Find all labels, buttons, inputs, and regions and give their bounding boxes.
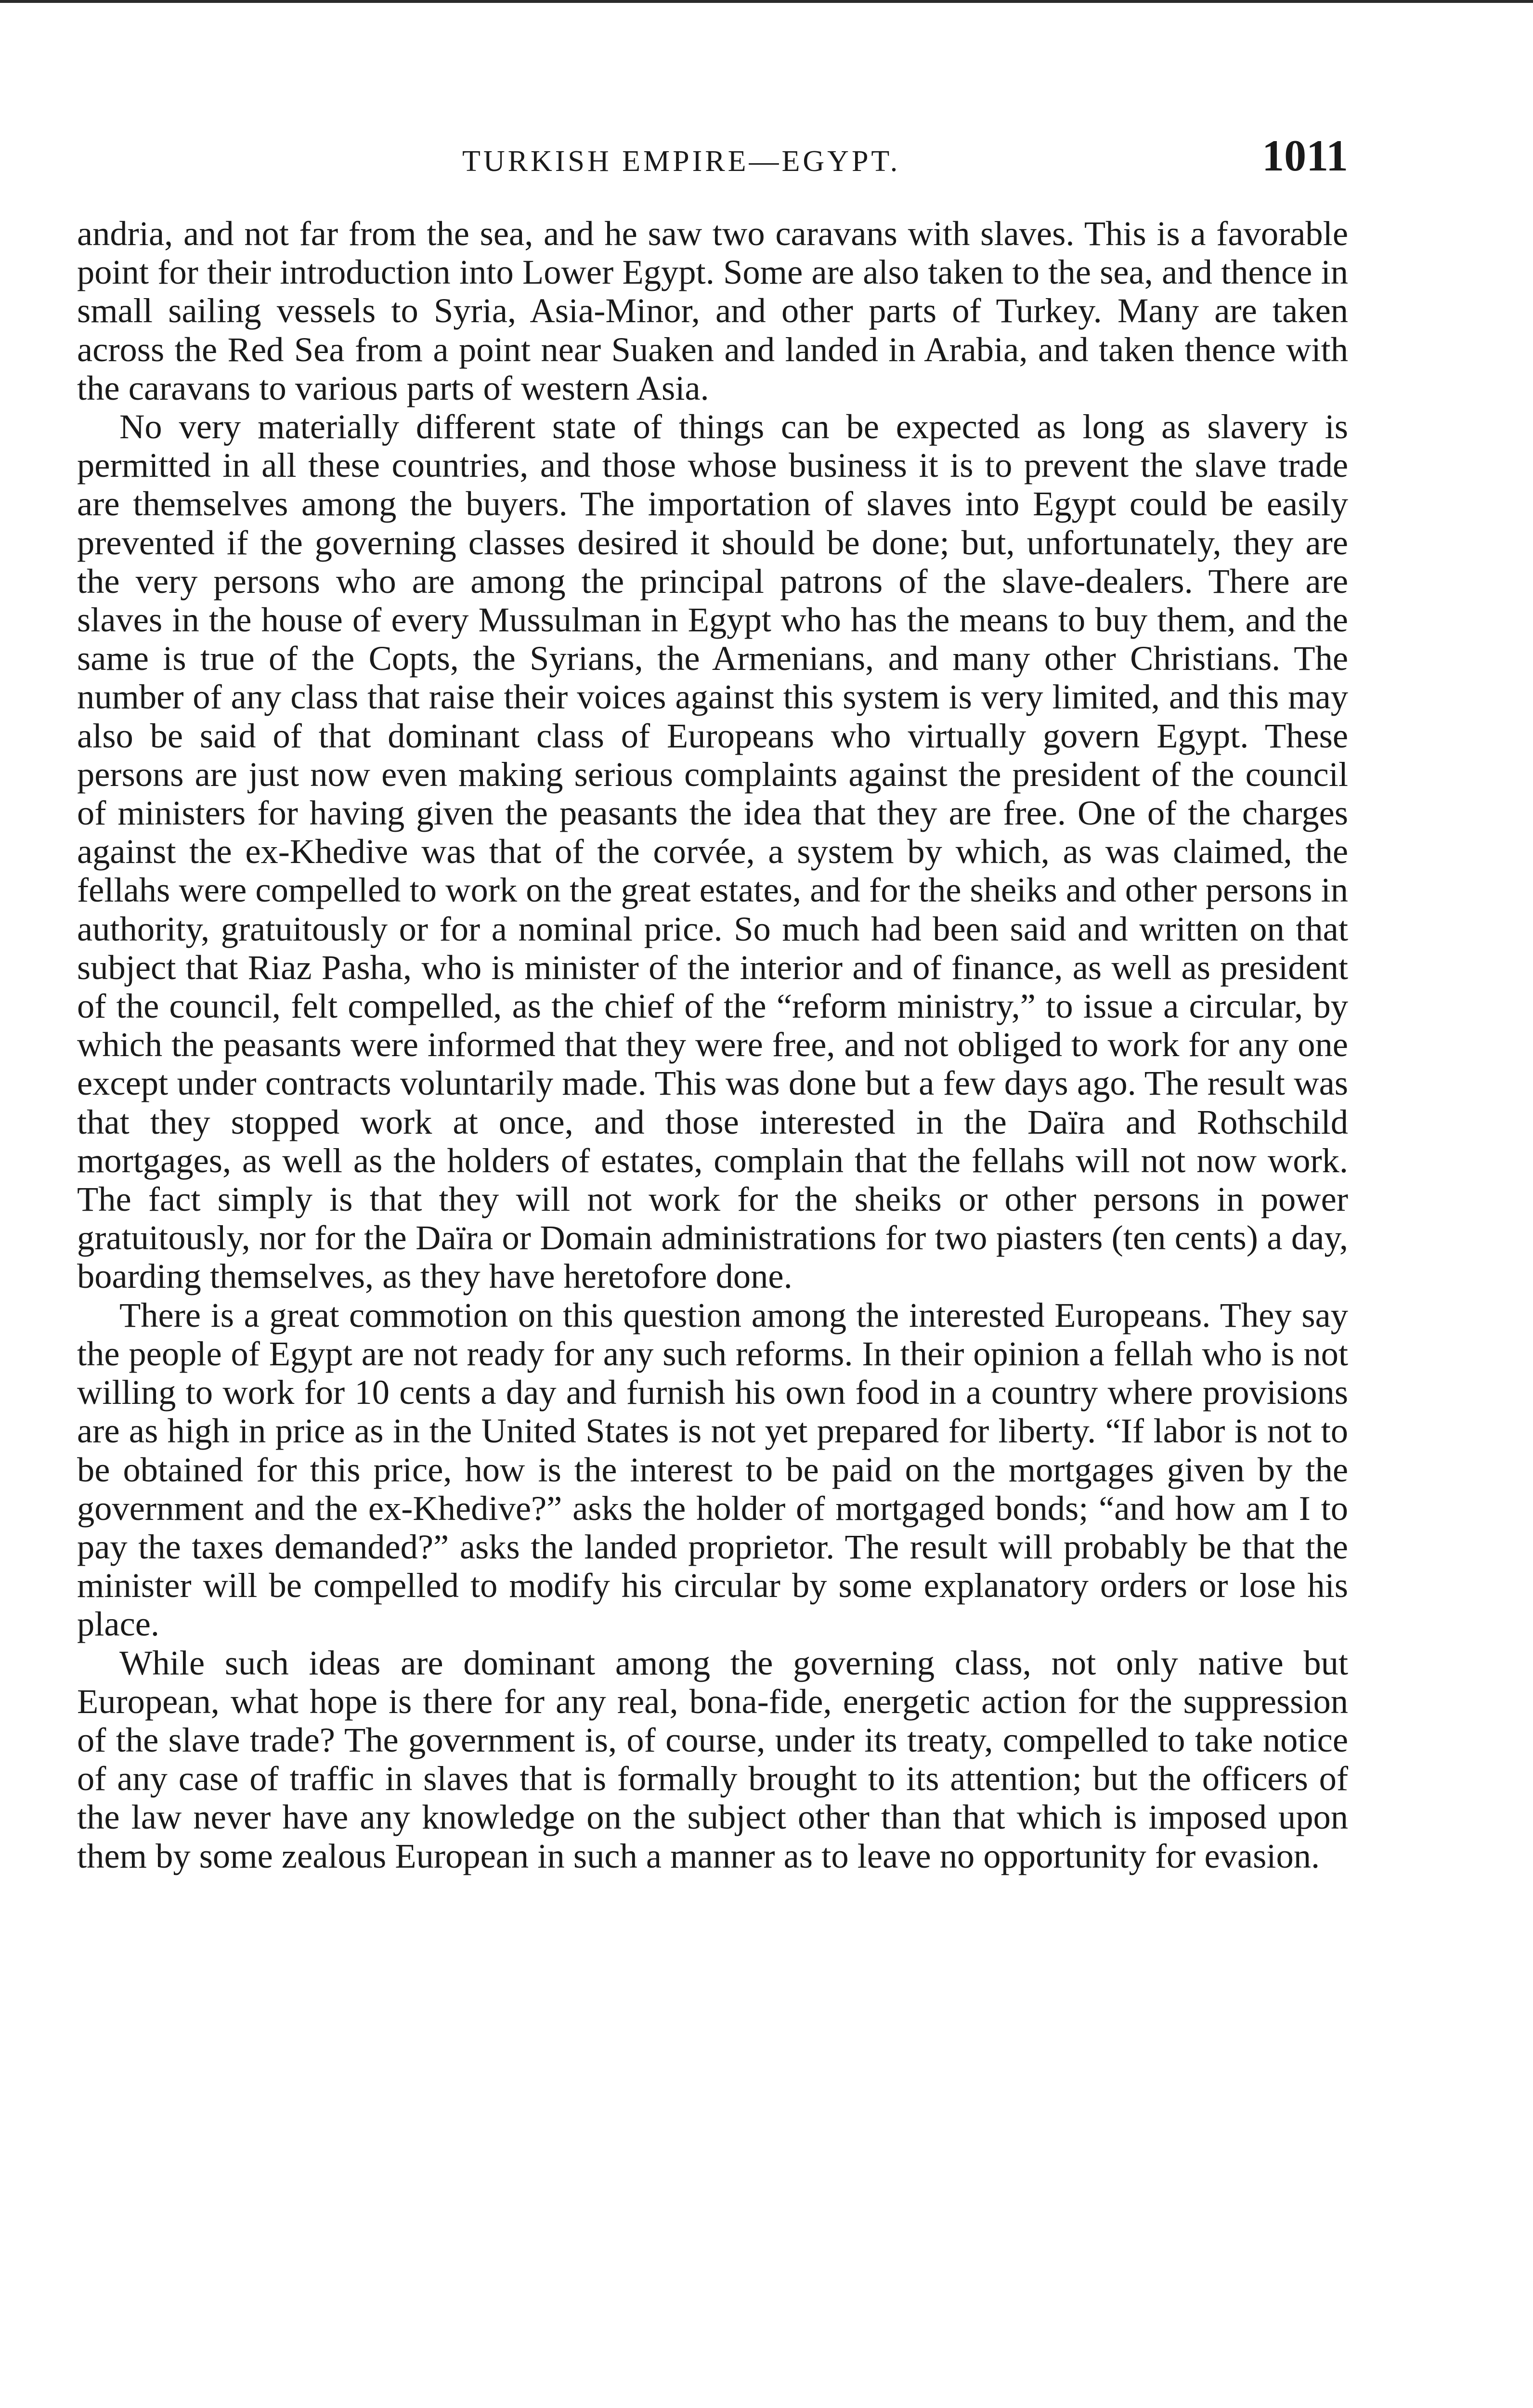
top-border-rule xyxy=(0,0,1533,3)
paragraph-continuation: andria, and not far from the sea, and he saw two caravans with slaves. This is a favorable point for their introduction into Lower Egypt. Some are also taken to the sea, and thence in small sailing vessels to Syria, Asia-Minor, and other parts of Turkey. Many are taken across the Red Sea from a point near Suaken and landed in Arabia, and taken thence with the caravans to various parts of western Asia. xyxy=(77,214,1348,407)
body-text xyxy=(77,214,1348,1875)
paragraph-governing-class: While such ideas are dominant among the governing class, not only native but European, what hope is there for any real, bona-fide, energetic action for the suppression of the slave trade? The government is, of course, under its treaty, compelled to take notice of any case of traffic in slaves that is formally brought to its attention; but the officers of the law never have any knowledge on the subject other than that which is imposed upon them by some zealous European in such a manner as to leave no opportunity for evasion. xyxy=(77,1643,1348,1875)
paragraph-commotion-europeans: There is a great commotion on this question among the interested Europeans. They say the people of Egypt are not ready for any such reforms. In their opinion a fellah who is not willing to work for 10 cents a day and furnish his own food in a country where provisions are as high in price as in the United States is not yet prepared for liberty. “If labor is not to be obtained for this price, how is the interest to be paid on the mortgages given by the government and the ex-Khedive?” asks the holder of mortgaged bonds; “and how am I to pay the taxes demanded?” asks the landed proprietor. The result will probably be that the minister will be compelled to modify his circular by some explanatory orders or lose his place. xyxy=(77,1295,1348,1644)
page-number: 1011 xyxy=(1262,131,1348,180)
paragraph-slavery-permitted: No very materially different state of things can be expected as long as slavery is permitted in all these countries, and those whose business it is to prevent the slave trade are themselves among the buyers. The importation of slaves into Egypt could be easily prevented if the governing classes desired it should be done; but, unfortunately, they are the very persons who are among the principal patrons of the slave-dealers. There are slaves in the house of every Mussulman in Egypt who has the means to buy them, and the same is true of the Copts, the Syrians, the Armenians, and many other Christians. The number of any class that raise their voices against this system is very limited, and this may also be said of that dominant class of Europeans who virtually govern Egypt. These persons are just now even making serious complaints against the president of the council of ministers for having given the peasants the idea that they are free. One of the charges against the ex-Khedive was that of the corvée, a system by which, as was claimed, the fellahs were compelled to work on the great estates, and for the sheiks and other persons in authority, gratuitously or for a nominal price. So much had been said and written on that subject that Riaz Pasha, who is minister of the interior and of finance, as well as president of the council, felt compelled, as the chief of the “reform ministry,” to issue a circular, by which the peasants were informed that they were free, and not obliged to work for any one except under contracts voluntarily made. This was done but a few days ago. The result was that they stopped work at once, and those interested in the Daïra and Rothschild mortgages, as well as the holders of estates, complain that the fellahs will not now work. The fact simply is that they will not work for the sheiks or other persons in power gratuitously, nor for the Daïra or Domain administrations for two piasters (ten cents) a day, boarding themselves, as they have heretofore done. xyxy=(77,407,1348,1296)
running-title: TURKISH EMPIRE—EGYPT. xyxy=(462,145,901,178)
page-header xyxy=(77,130,1348,193)
